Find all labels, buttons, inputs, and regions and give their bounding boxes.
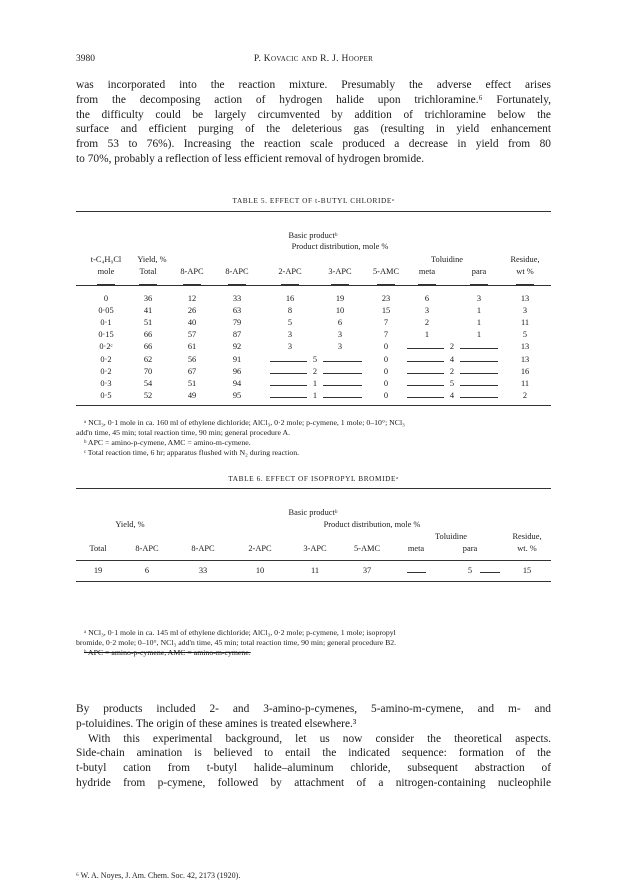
table5-cell-para: 3: [476, 294, 482, 303]
table5-cell-8apc: 96: [232, 366, 242, 376]
table5-bottom-rule: [76, 405, 551, 406]
table5-header-dash: [183, 284, 201, 285]
table5-distribution-heading: Product distribution, mole %: [291, 242, 389, 251]
table6-header-dash: [88, 560, 108, 561]
table5-cell-residue: 13: [520, 342, 530, 352]
table5-merged-dash: [460, 373, 498, 374]
table6-residue-heading: Residue,: [512, 532, 542, 541]
table5-cell-8apc: 79: [232, 318, 242, 328]
table6-caption: TABLE 6. EFFECT OF ISOPROPYL BROMIDEᵃ: [228, 474, 399, 483]
table6-distribution-heading: Product distribution, mole %: [323, 520, 421, 529]
table5-cell-5amc: 0: [383, 378, 389, 388]
table5-cell-meta: 3: [424, 306, 430, 316]
table5-merged-value: 4: [449, 354, 455, 364]
table5-merged-value: 2: [312, 366, 318, 376]
footnote: ⁶ W. A. Noyes, J. Am. Chem. Soc. 42, 2173 (1920).: [76, 871, 241, 880]
table5-cell-residue: 13: [520, 354, 530, 364]
table6-cell-8apc: 33: [198, 566, 208, 575]
table5-cell-mole: 0·2ᶜ: [99, 342, 113, 352]
table5-merged-value: 4: [449, 390, 455, 400]
table5-merged-value: 1: [312, 390, 318, 400]
table5-header-dash: [470, 284, 488, 285]
table5-cell-para: 1: [476, 306, 482, 316]
table6-col-8apc-yield: 8-APC: [135, 544, 159, 553]
table5-cell-3apc: 6: [337, 318, 343, 328]
table5-cell-meta: 1: [424, 330, 430, 340]
table5-cell-5amc: 0: [383, 390, 389, 400]
table6-toluidine-heading: Toluidine: [435, 532, 467, 541]
table6-meta-dash: [407, 572, 426, 573]
table5-cell-3apc: 19: [335, 294, 345, 303]
table5-col-8apc-yield: 8-APC: [180, 267, 204, 276]
table6-header-dash: [305, 560, 325, 561]
table5-merged-dash: [407, 348, 444, 349]
body-paragraph-1: [76, 78, 551, 167]
table5-merged-dash: [323, 385, 362, 386]
text-line: the difficulty could be largely circumvented by addition of trichloramine below the: [76, 108, 551, 121]
table6-notes: [76, 628, 551, 658]
table5-cell-total: 66: [143, 330, 153, 340]
table5-cell-8apc-yield: 51: [187, 378, 197, 388]
table5-cell-mole: 0·15: [98, 330, 114, 340]
table5-merged-dash: [460, 361, 498, 362]
table6-header-dash: [517, 560, 537, 561]
table5-cell-8apc: 63: [232, 306, 242, 316]
table6-col-residue-unit: wt. %: [517, 544, 537, 553]
table5-header-dash: [331, 284, 349, 285]
table5-cell-residue: 5: [522, 330, 528, 340]
table5-merged-dash: [407, 361, 444, 362]
table5-cell-8apc: 33: [232, 294, 242, 303]
table5-cell-3apc: 3: [337, 330, 343, 340]
table6-header-dash: [460, 560, 480, 561]
table6-para-dash: [480, 572, 500, 573]
table5-merged-value: 5: [312, 354, 318, 364]
table5-cell-residue: 3: [522, 306, 528, 316]
text-line: to 70%, probably a reflection of less efficient removal of hydrogen bromide.: [76, 152, 425, 165]
text-line: was incorporated into the reaction mixture. Presumably the adverse effect arises: [76, 79, 551, 91]
table5-merged-dash: [460, 397, 498, 398]
table5-merged-dash: [460, 385, 498, 386]
table5-cell-residue: 16: [520, 366, 530, 376]
table6-header-dash: [193, 560, 213, 561]
table5-cell-mole: 0·2: [100, 366, 112, 376]
table5-merged-dash: [407, 397, 444, 398]
table5-cell-total: 51: [143, 318, 153, 328]
table5-cell-8apc-yield: 49: [187, 390, 197, 400]
table5-cell-mole: 0·5: [100, 390, 112, 400]
table5-cell-8apc-yield: 56: [187, 354, 197, 364]
table6-cell-para: 5: [467, 566, 473, 575]
table5-note-a-cont: add'n time, 45 min; total reaction time, 90 min; general procedure A.: [76, 428, 291, 437]
table5-cell-8apc: 95: [232, 390, 242, 400]
table5-header-rule: [76, 285, 551, 286]
table6-basic-product-heading: Basic productᵇ: [288, 508, 338, 517]
table6-header-dash: [357, 560, 377, 561]
table5-note-a: ᵃ NCl₃, 0·1 mole in ca. 160 ml of ethylene dichloride; AlCl₃, 0·2 mole; p-cymene, 1 mole; 0–10°; NCl₃: [84, 418, 405, 427]
table5-caption: TABLE 5. EFFECT OF t-BUTYL CHLORIDEᵃ: [232, 196, 395, 205]
table5-cell-8apc-yield: 26: [187, 306, 197, 316]
table5-merged-dash: [323, 373, 362, 374]
table5-cell-2apc: 5: [287, 318, 293, 328]
table5-cell-8apc: 94: [232, 378, 242, 388]
page-number: 3980: [76, 54, 95, 64]
table5-col-meta: meta: [418, 267, 436, 276]
table5-cell-2apc: 8: [287, 306, 293, 316]
table5-cell-residue: 11: [520, 378, 530, 388]
table5-cell-mole: 0·1: [100, 318, 112, 328]
table5-cell-2apc: 16: [285, 294, 295, 303]
table6-header-dash: [137, 560, 157, 561]
table5-merged-value: 1: [312, 378, 318, 388]
text-line: t-butyl cation from t-butyl halide–aluminum chloride, subsequent abstraction of: [76, 762, 551, 775]
table5-cell-mole: 0·3: [100, 378, 112, 388]
table6-bottom-rule: [76, 581, 551, 582]
table5-col-mole: mole: [97, 267, 115, 276]
table5-cell-total: 54: [143, 378, 153, 388]
table5-tbutyl-heading: t-C₄H₉Cl: [90, 255, 122, 264]
table5-merged-dash: [460, 348, 498, 349]
table5-basic-product-heading: Basic productᵇ: [288, 231, 338, 240]
table5-merged-value: 2: [449, 366, 455, 376]
running-title: P. Kovacic and R. J. Hooper: [253, 54, 374, 64]
text-line: Side-chain amination is believed to entail the indicated sequence: formation of the: [76, 747, 551, 760]
text-line: from the decomposing action of hydrogen halide upon trichloramine.⁶ Fortunately,: [76, 93, 551, 106]
table5-note-c: ᶜ Total reaction time, 6 hr; apparatus flushed with N₂ during reaction.: [84, 448, 300, 457]
table6-col-5amc: 5-AMC: [353, 544, 381, 553]
table5-merged-dash: [407, 373, 444, 374]
table5-cell-5amc: 0: [383, 342, 389, 352]
table5-cell-total: 52: [143, 390, 153, 400]
table5-cell-8apc: 91: [232, 354, 242, 364]
table5-cell-3apc: 3: [337, 342, 343, 352]
table5-cell-8apc: 92: [232, 342, 242, 352]
table5-col-5amc: 5-AMC: [372, 267, 400, 276]
table5-cell-5amc: 0: [383, 354, 389, 364]
table5-merged-dash: [270, 385, 307, 386]
table5-cell-8apc-yield: 40: [187, 318, 197, 328]
table5-header-dash: [516, 284, 534, 285]
table6-yield-heading: Yield, %: [115, 520, 145, 529]
table5-cell-residue: 13: [520, 294, 530, 303]
text-line: from 53 to 76%). Increasing the reaction scale produced a decrease in yield from 80: [76, 138, 551, 151]
body-paragraph-2: [76, 702, 551, 791]
table5-merged-dash: [323, 397, 362, 398]
table5-col-8apc: 8-APC: [225, 267, 249, 276]
table5-cell-mole: 0·05: [98, 306, 114, 316]
table5-cell-mole: 0: [103, 294, 109, 303]
table5-col-2apc: 2-APC: [278, 267, 302, 276]
table5-cell-8apc: 87: [232, 330, 242, 340]
table5-cell-total: 41: [143, 306, 153, 316]
table6-note-a-cont: bromide, 0·2 mole; 0–10°, NCl₃ add'n time, 45 min; total reaction time, 90 min; general procedure B2.: [76, 638, 397, 647]
table6-cell-total: 19: [93, 566, 103, 575]
table5-header-dash: [281, 284, 299, 285]
table6-cell-residue: 15: [522, 566, 532, 575]
table5-cell-para: 1: [476, 330, 482, 340]
table5-merged-dash: [407, 385, 444, 386]
table5-col-total: Total: [139, 267, 157, 276]
table5-cell-2apc: 3: [287, 342, 293, 352]
table6-top-rule: [76, 488, 551, 489]
table5-toluidine-heading: Toluidine: [431, 255, 463, 264]
table5-cell-residue: 11: [520, 318, 530, 328]
table5-cell-meta: 6: [424, 294, 430, 303]
table5-yield-heading: Yield, %: [137, 255, 167, 264]
text-line: With this experimental background, let us now consider the theoretical aspects.: [88, 732, 551, 745]
table5-col-3apc: 3-APC: [328, 267, 352, 276]
table5-col-para: para: [471, 267, 487, 276]
table6-header-dash: [250, 560, 270, 561]
table5-cell-meta: 2: [424, 318, 430, 328]
table6-col-2apc: 2-APC: [248, 544, 272, 553]
table5-merged-value: 5: [449, 378, 455, 388]
table6-cell-3apc: 11: [310, 566, 320, 575]
table5-cell-total: 36: [143, 294, 153, 303]
table5-cell-total: 62: [143, 354, 153, 364]
table5-header-dash: [139, 284, 157, 285]
table5-residue-heading: Residue,: [510, 255, 540, 264]
table6-cell-8apc-yield: 6: [144, 566, 150, 575]
table5-cell-3apc: 10: [335, 306, 345, 316]
table6-note-b: ᵇ APC = amino-p-cymene, AMC = amino-m-cymene.: [84, 648, 251, 657]
table6-note-a: ᵃ NCl₃, 0·1 mole in ca. 145 ml of ethylene dichloride; AlCl₃, 0·2 mole; p-cymene, 1 mole; isopropyl: [84, 628, 396, 637]
table5-note-b: ᵇ APC = amino-p-cymene, AMC = amino-m-cymene.: [84, 438, 251, 447]
table5-header-dash: [228, 284, 246, 285]
table5-col-residue-unit: wt %: [516, 267, 534, 276]
table5-cell-8apc-yield: 57: [187, 330, 197, 340]
table5-header-dash: [418, 284, 436, 285]
table6-col-8apc: 8-APC: [191, 544, 215, 553]
table5-cell-8apc-yield: 61: [187, 342, 197, 352]
table5-cell-total: 66: [143, 342, 153, 352]
table5-header-dash: [377, 284, 395, 285]
table6-header-dash: [406, 560, 426, 561]
table5-cell-mole: 0·2: [100, 354, 112, 364]
table5-cell-5amc: 15: [381, 306, 391, 316]
text-line: p-toluidines. The origin of these amines is treated elsewhere.³: [76, 717, 357, 730]
table5-cell-para: 1: [476, 318, 482, 328]
table6-col-para: para: [462, 544, 478, 553]
table5-notes: [76, 418, 551, 458]
table6-col-meta: meta: [407, 544, 425, 553]
text-line: surface and efficient purging of the deleterious gas (resulting in yield enhancement: [76, 123, 551, 136]
table5-merged-dash: [270, 397, 307, 398]
table5-cell-residue: 2: [522, 390, 528, 400]
table5-merged-value: 2: [449, 342, 455, 352]
table6-cell-2apc: 10: [255, 566, 265, 575]
table5-header-dash: [97, 284, 115, 285]
table5-cell-2apc: 3: [287, 330, 293, 340]
table5-top-rule: [76, 211, 551, 212]
page-header: [76, 54, 551, 68]
table5-cell-5amc: 0: [383, 366, 389, 376]
table6-col-3apc: 3-APC: [303, 544, 327, 553]
table5-cell-8apc-yield: 12: [187, 294, 197, 303]
table5-cell-5amc: 7: [383, 318, 389, 328]
table5-cell-total: 70: [143, 366, 153, 376]
text-line: hydride from p-cymene, followed by attachment of a nitrogen-containing nucleophile: [76, 776, 551, 789]
table6-col-total: Total: [89, 544, 107, 553]
text-line: By products included 2- and 3-amino-p-cymenes, 5-amino-m-cymene, and m- and: [76, 703, 551, 715]
table5-cell-5amc: 23: [381, 294, 391, 303]
table5-merged-dash: [270, 373, 307, 374]
table6-cell-5amc: 37: [362, 566, 372, 575]
table5-cell-8apc-yield: 67: [187, 366, 197, 376]
table5-merged-dash: [323, 361, 362, 362]
table5-merged-dash: [270, 361, 307, 362]
table5-cell-5amc: 7: [383, 330, 389, 340]
